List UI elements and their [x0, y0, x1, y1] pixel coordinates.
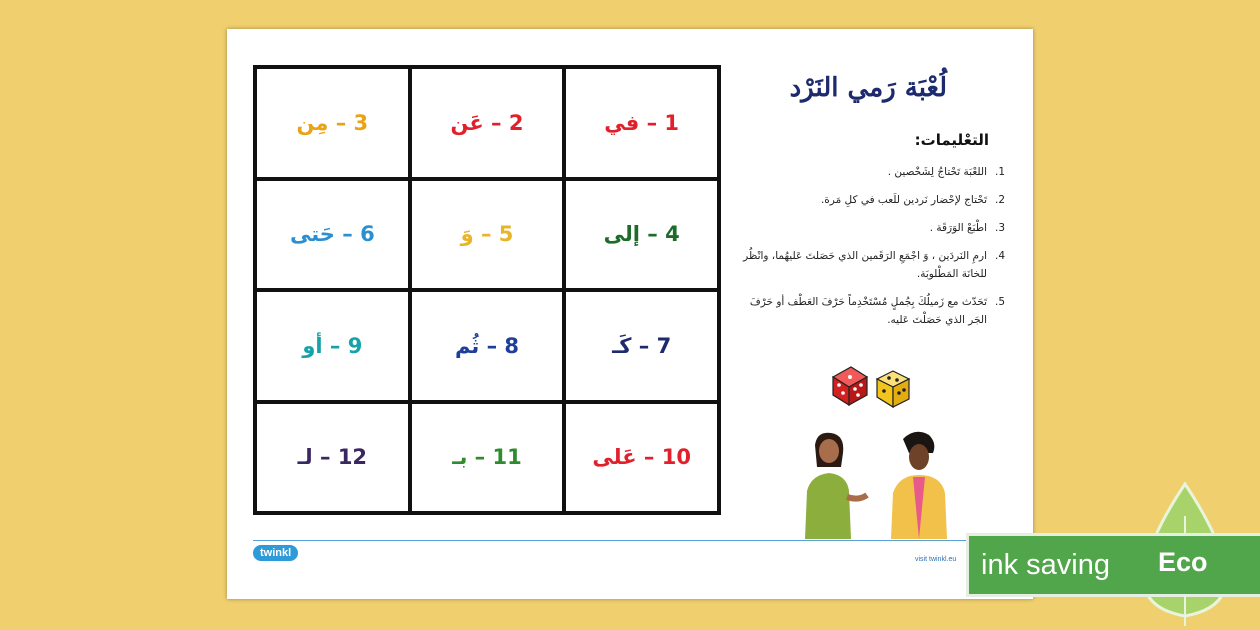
yellow-die-icon — [877, 371, 909, 407]
boy-figure — [891, 432, 947, 539]
cell-text: 7 – كَـ — [612, 333, 672, 358]
cell-text: 6 – حَتى — [289, 222, 375, 247]
instruction-item — [737, 219, 1005, 237]
cell-text: 4 – إلى — [603, 222, 680, 247]
cell-text: 11 – بـ — [452, 445, 522, 470]
instruction-item — [737, 247, 1005, 283]
grid-cell — [564, 402, 719, 514]
grid-cell — [564, 290, 719, 402]
grid-cell — [564, 67, 719, 179]
grid-cell — [255, 67, 410, 179]
page-title: لُعْبَة رَمي النَرْد — [789, 73, 947, 103]
dice-game-grid — [253, 65, 721, 515]
eco-label: Eco — [1158, 547, 1208, 577]
instruction-number: 4. — [994, 250, 1005, 262]
footer-divider — [253, 540, 1007, 541]
footer-url: visit twinkl.eu — [915, 556, 957, 563]
ink-saving-label: ink saving — [981, 548, 1110, 581]
instruction-number: 2. — [994, 194, 1005, 206]
instructions-list — [737, 163, 1005, 339]
cell-text: 3 – مِن — [296, 110, 369, 135]
cell-text: 5 – وَ — [460, 222, 514, 247]
grid-cell — [255, 179, 410, 291]
twinkl-logo: twinkl — [253, 545, 298, 561]
instruction-text: تَحَدّث مع زَميلُكَ بِجُملٍ مُسْتَخْدِماً حَرْفَ العَطْف أو حَرْفَ الجَر الذي حَصَلْتَ عَليه. — [749, 296, 987, 326]
grid-cell — [410, 179, 565, 291]
instructions-heading: التعْليمات: — [914, 131, 989, 149]
instruction-item — [737, 191, 1005, 209]
instruction-text: تَحْتاج لإحْضار نَردين للَعب في كلِ مَرة. — [820, 194, 987, 206]
grid-cell — [564, 179, 719, 291]
cell-text: 1 – في — [604, 110, 680, 135]
red-die-icon — [833, 367, 867, 405]
grid-cell — [410, 67, 565, 179]
cell-text: 2 – عَن — [450, 110, 524, 135]
worksheet — [227, 29, 1033, 599]
ink-saving-banner — [966, 533, 1260, 597]
instruction-number: 3. — [994, 222, 1005, 234]
grid-cell — [255, 290, 410, 402]
girl-figure — [805, 433, 867, 539]
instruction-item — [737, 163, 1005, 181]
instruction-number: 5. — [994, 296, 1005, 308]
cell-text: 8 – ثُم — [454, 333, 520, 358]
cell-text: 10 – عَلى — [592, 445, 691, 470]
grid-cell — [255, 402, 410, 514]
cell-text: 12 – لـ — [297, 445, 368, 470]
instruction-text: اطْبَعْ الوَرَقَة . — [929, 222, 987, 234]
instruction-item — [737, 293, 1005, 329]
grid-cell — [410, 290, 565, 402]
instruction-text: ارمِ النَردَين ، وَ اجْمَعِ الرَقَمين الذي حَصَلتَ عَليهُما، وانْظُر للخانَة المَطْلوبَة. — [743, 250, 987, 280]
grid-cell — [410, 402, 565, 514]
instruction-number: 1. — [994, 166, 1005, 178]
dice-illustration — [829, 363, 919, 411]
children-talking-illustration — [787, 427, 957, 539]
cell-text: 9 – أو — [302, 333, 363, 358]
instruction-text: اللعْبَة تَحْتاجُ لِشَخْصين . — [887, 166, 987, 178]
